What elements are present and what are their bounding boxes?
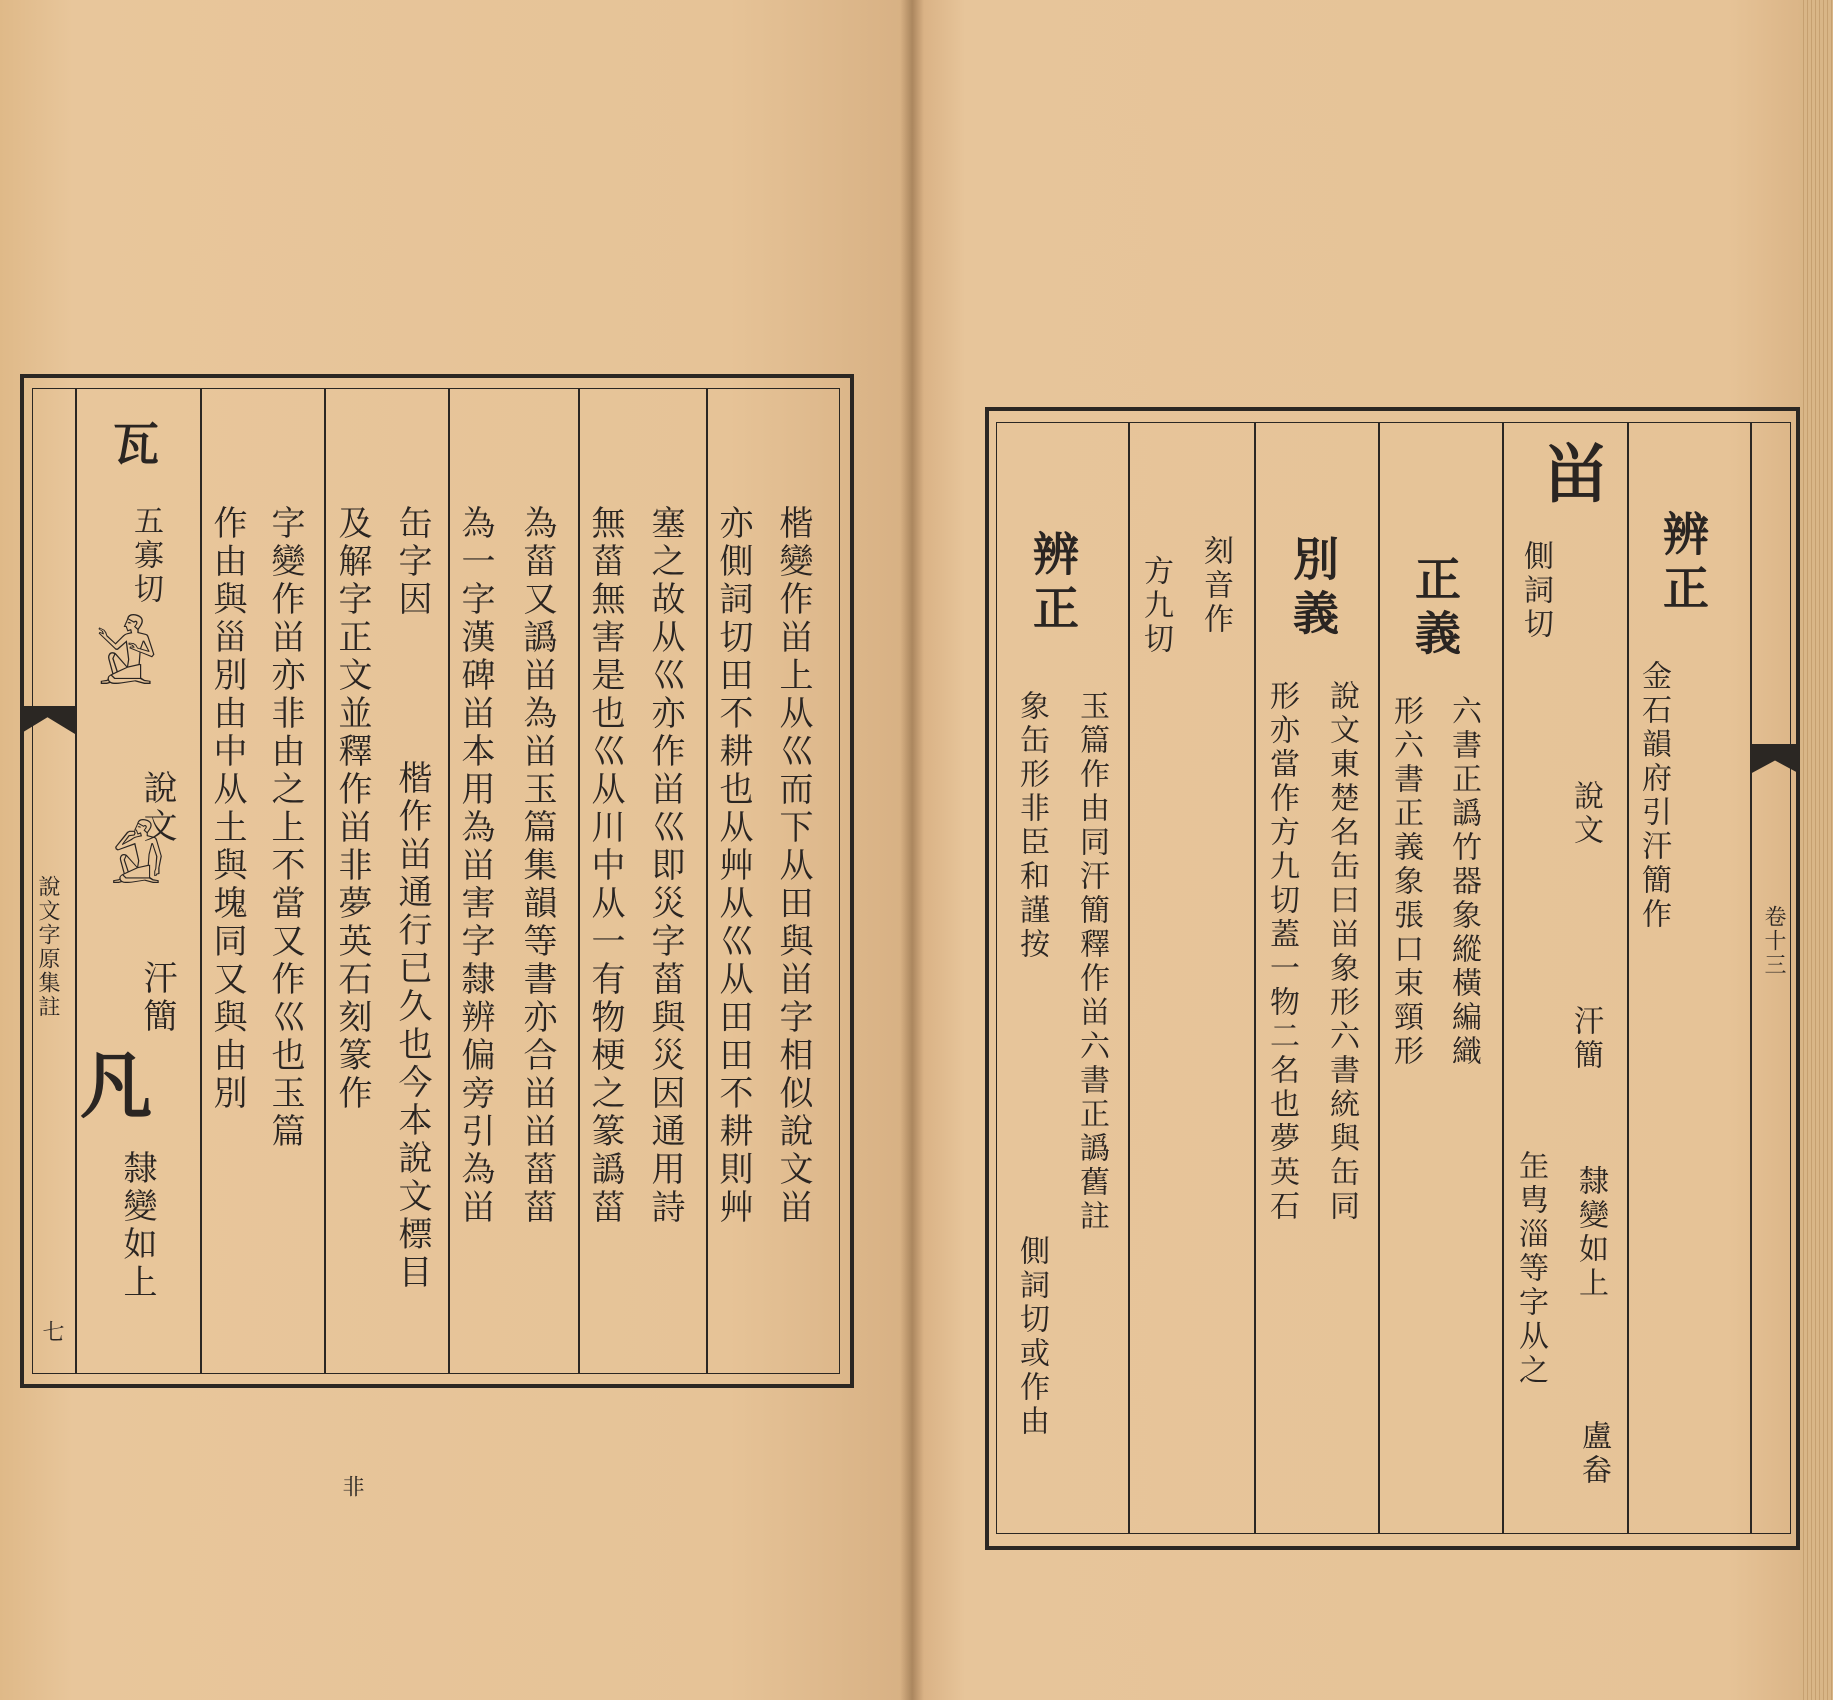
page-edges	[1800, 0, 1833, 1700]
commentary-column: 刻音作	[1198, 535, 1233, 637]
entry-character: 畄	[1533, 440, 1608, 512]
commentary-column: 六書正譌竹器象縱橫編織	[1446, 695, 1481, 1069]
commentary-column: 玉篇作由同汗簡釋作畄六書正譌舊註	[1074, 690, 1109, 1234]
commentary-column: 象缶形非臣和謹按	[1014, 690, 1049, 962]
commentary-column: 形亦當作方九切蓋一物二名也夢英石	[1264, 680, 1299, 1224]
right-column-rule	[1254, 422, 1256, 1534]
commentary-column: 楷變作畄上从巛而下从田與畄字相似說文畄	[773, 505, 813, 1227]
clerical-variant-note: 隸變如上	[1573, 1165, 1608, 1301]
commentary-column: 缶字因	[392, 505, 432, 619]
commentary-column: 非	[339, 1475, 364, 1499]
volume-margin: 卷十三	[1761, 905, 1786, 977]
right-column-rule	[1128, 422, 1130, 1534]
commentary-column: 及解字正文並釋作畄非夢英石刻篆作	[332, 505, 372, 1113]
commentary-column: 作由與甾別由中从土與塊同又與由別	[207, 505, 247, 1113]
commentary-column: 塞之故从巛亦作畄巛即災字菑與災因通用詩	[645, 505, 685, 1227]
seal-script-character: 凡	[80, 1043, 153, 1128]
seal-script-character: 𓀁	[110, 825, 165, 899]
derived-characters-note: 𦈢㽕淄等字从之	[1513, 1150, 1548, 1388]
section-heading: 正義	[1408, 555, 1462, 663]
section-heading: 辨正	[1026, 530, 1080, 638]
section-heading: 辨正	[1656, 510, 1710, 618]
commentary-column: 為菑又譌畄為畄玉篇集韻等書亦合畄畄菑菑	[517, 505, 557, 1227]
commentary-column: 楷作畄通行已久也今本說文標目	[392, 760, 432, 1292]
right-column-rule	[1378, 422, 1380, 1534]
commentary-column: 亦側詞切田不耕也从艸从巛从田田不耕則艸	[713, 505, 753, 1227]
reading-annotation: 側詞切	[1518, 540, 1553, 642]
left-column-rule	[200, 388, 202, 1374]
book-spine	[900, 0, 924, 1700]
right-column-rule	[1502, 422, 1504, 1534]
commentary-column: 形六書正義象張口束頸形	[1388, 695, 1423, 1069]
source-label: 汗簡	[1568, 1005, 1603, 1073]
source-label: 說文	[1568, 780, 1603, 848]
right-column-rule	[1750, 422, 1752, 1534]
section-heading: 別義	[1286, 535, 1340, 643]
source-label: 說文	[137, 770, 177, 846]
left-column-rule	[578, 388, 580, 1374]
left-column-rule	[75, 388, 77, 1374]
commentary-column: 說文東楚名缶曰畄象形六書統與缶同	[1324, 680, 1359, 1224]
related-character: 盧畚	[1576, 1420, 1611, 1488]
right-column-rule	[1627, 422, 1629, 1534]
heading-character: 瓦	[106, 420, 160, 474]
citation-column: 金石韻府引汗簡作	[1636, 660, 1671, 932]
commentary-column: 方九切	[1138, 555, 1173, 657]
commentary-column: 無菑無害是也巛从川中从一有物梗之篆譌菑	[585, 505, 625, 1227]
left-column-rule	[448, 388, 450, 1374]
left-column-rule	[324, 388, 326, 1374]
seal-script-character: 𓀀	[95, 619, 158, 701]
commentary-column: 側詞切或作由	[1014, 1235, 1049, 1439]
commentary-column: 字變作畄亦非由之上不當又作巛也玉篇	[265, 505, 305, 1151]
source-label: 汗簡	[137, 960, 177, 1036]
commentary-column: 為一字漢碑畄本用為畄害字隸辨偏旁引為畄	[455, 505, 495, 1227]
left-column-rule	[706, 388, 708, 1374]
reading-annotation: 五寡切	[128, 505, 163, 607]
clerical-variant-note: 隸變如上	[117, 1150, 157, 1302]
book-title-margin: 說文字原集註	[35, 875, 60, 1019]
page-number: 七	[39, 1320, 64, 1344]
